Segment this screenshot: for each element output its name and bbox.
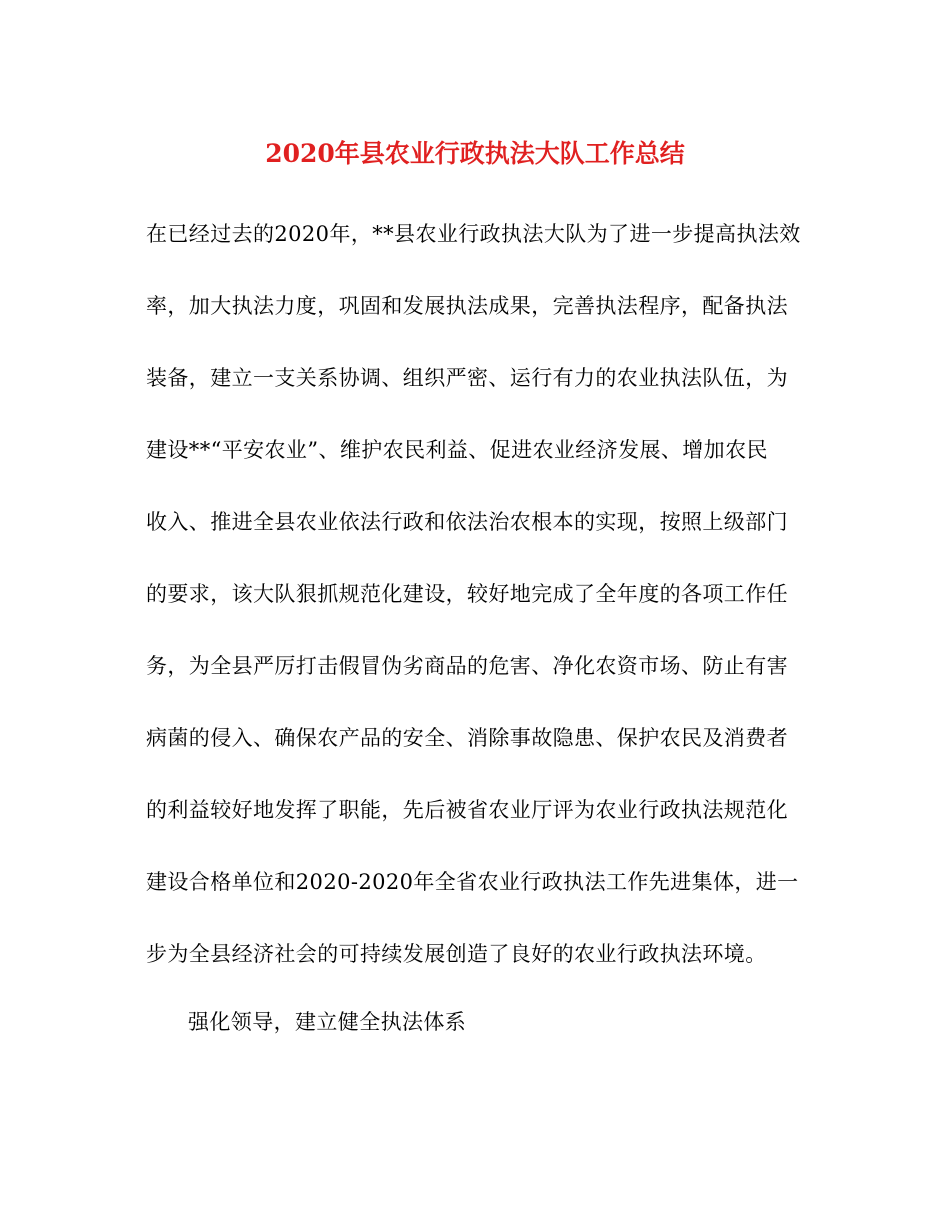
document-title: 2020年县农业行政执法大队工作总结 bbox=[265, 139, 685, 168]
paragraph-line: 步为全县经济社会的可持续发展创造了良好的农业行政执法环境。 bbox=[146, 942, 767, 966]
section-heading: 强化领导，建立健全执法体系 bbox=[188, 1010, 467, 1034]
paragraph-line: 在已经过去的2020年，**县农业行政执法大队为了进一步提高执法效 bbox=[146, 222, 801, 246]
paragraph-line: 的要求，该大队狠抓规范化建设，较好地完成了全年度的各项工作任 bbox=[146, 582, 788, 606]
paragraph-line: 的利益较好地发挥了职能，先后被省农业厅评为农业行政执法规范化 bbox=[146, 798, 788, 822]
paragraph-line: 装备，建立一支关系协调、组织严密、运行有力的农业执法队伍，为 bbox=[146, 366, 788, 390]
paragraph-line: 率，加大执法力度，巩固和发展执法成果，完善执法程序，配备执法 bbox=[146, 294, 788, 318]
paragraph-line: 务，为全县严厉打击假冒伪劣商品的危害、净化农资市场、防止有害 bbox=[146, 654, 788, 678]
paragraph-line: 建设**“平安农业”、维护农民利益、促进农业经济发展、增加农民 bbox=[146, 438, 768, 462]
paragraph-line: 建设合格单位和2020-2020年全省农业行政执法工作先进集体，进一 bbox=[146, 870, 799, 894]
paragraph-line: 病菌的侵入、确保农产品的安全、消除事故隐患、保护农民及消费者 bbox=[146, 726, 788, 750]
paragraph-line: 收入、推进全县农业依法行政和依法治农根本的实现，按照上级部门 bbox=[146, 510, 788, 534]
